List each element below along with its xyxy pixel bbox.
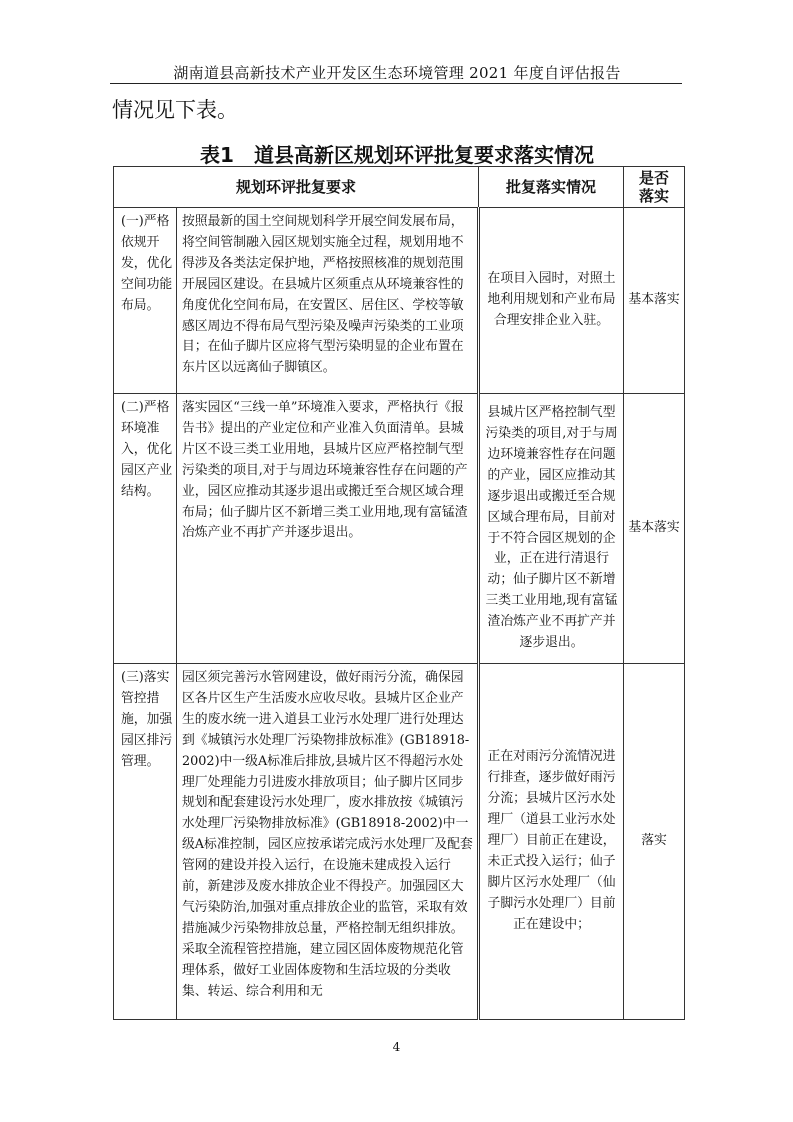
- status-cell: 基本落实: [624, 208, 685, 394]
- header-status: 是否落实: [624, 167, 685, 208]
- requirements-table: [113, 166, 685, 1020]
- requirement-cell: 落实园区“三线一单”环境准入要求，严格执行《报告书》提出的产业定位和产业准入负面清单。县城片区不设三类工业用地，县城片区应严格控制气型污染类的项目,对于与周边环境兼容性存在问题的产业，园区应推动其逐步退出或搬迁至合规区域合理布局；仙子脚片区不新增三类工业用地,现有富锰渣冶炼产业不再扩产并逐步退出。: [177, 394, 479, 664]
- table-caption: 表1 道县高新区规划环评批复要求落实情况: [200, 143, 594, 167]
- item-cell: (一)严格依规开发，优化空间功能布局。: [114, 208, 177, 394]
- page-number: 4: [392, 1040, 401, 1054]
- requirement-cell: 园区须完善污水管网建设，做好雨污分流，确保园区各片区生产生活废水应收尽收。县城片区企业产生的废水统一进入道县工业污水处理厂进行处理达到《城镇污水处理厂污染物排放标准》(GB18918-2002)中一级A标准后排放,县城片区不得超污水处理厂处理能力引进废水排放项目；仙子脚片区同步规划和配套建设污水处理厂，废水排放按《城镇污水处理厂污染物排放标准》(GB18918-2002)中一级A标准控制，园区应按承诺完成污水处理厂及配套管网的建设并投入运行，在设施未建成投入运行前，新建涉及废水排放企业不得投产。加强园区大气污染防治,加强对重点排放企业的监管，采取有效措施减少污染物排放总量，严格控制无组织排放。采取全流程管控措施，建立园区固体废物规范化管理体系，做好工业固体废物和生活垃圾的分类收集、转运、综合利用和无: [177, 664, 479, 1020]
- item-cell: (二)严格环境准入，优化园区产业结构。: [114, 394, 177, 664]
- requirement-cell: 按照最新的国土空间规划科学开展空间发展布局，将空间管制融入园区规划实施全过程，规划用地不得涉及各类法定保护地，严格按照核准的规划范围开展园区建设。在县城片区须重点从环境兼容性的角度优化空间布局，在安置区、居住区、学校等敏感区周边不得布局气型污染及噪声污染类的工业项目；在仙子脚片区应将气型污染明显的企业布置在东片区以远离仙子脚镇区。: [177, 208, 479, 394]
- status-cell: 基本落实: [624, 394, 685, 664]
- table-header-row: [114, 167, 685, 208]
- implementation-cell: [479, 664, 624, 1020]
- intro-text: 情况见下表。: [112, 98, 238, 122]
- item-cell: (三)落实管控措施，加强园区排污管理。: [114, 664, 177, 1020]
- implementation-cell: [479, 208, 624, 394]
- implementation-text: 正在对雨污分流情况进行排查，逐步做好雨污分流；县城片区污水处理厂（道县工业污水处理厂）目前正在建设，未正式投入运行；仙子脚片区污水处理厂（仙子脚污水处理厂）目前正在建设中；: [487, 749, 616, 932]
- table-row: [114, 664, 685, 1020]
- implementation-text: 县城片区严格控制气型污染类的项目,对于与周边环境兼容性存在问题的产业，园区应推动其逐步退出或搬迁至合规区域合理布局，目前对于不符合园区规划的企业，正在进行清退行动；仙子脚片区不新增三类工业用地,现有富锰渣冶炼产业不再扩产并逐步退出。: [485, 405, 618, 651]
- header-requirement: 规划环评批复要求: [114, 167, 479, 208]
- table-row: [114, 208, 685, 394]
- running-header: 湖南道县高新技术产业开发区生态环境管理 2021 年度自评估报告: [173, 64, 621, 82]
- implementation-cell: [479, 394, 624, 664]
- table-row: [114, 394, 685, 664]
- implementation-text: 在项目入园时，对照土地利用规划和产业布局合理安排企业入驻。: [487, 271, 616, 328]
- header-implementation: 批复落实情况: [479, 167, 624, 208]
- header-rule: [110, 83, 682, 84]
- status-cell: 落实: [624, 664, 685, 1020]
